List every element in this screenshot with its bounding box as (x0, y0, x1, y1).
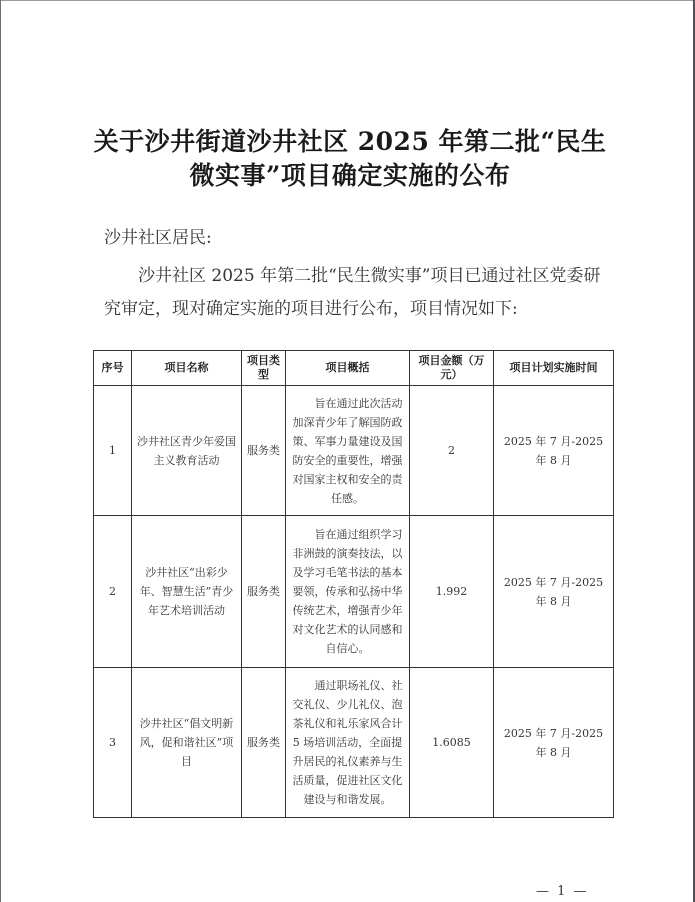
cell-summary-text: 旨在通过此次活动加深青少年了解国防政策、军事力量建设及国防安全的重要性，增强对国家主权和安全的责任感。 (292, 396, 403, 505)
cell-summary (286, 516, 410, 668)
cell-name (132, 668, 242, 818)
page-edge-left (0, 0, 1, 902)
header-name: 项目名称 (132, 351, 242, 386)
header-type: 项目类型 (242, 351, 286, 386)
header-amount: 项目金额（万元） (410, 351, 494, 386)
cell-summary (286, 668, 410, 818)
cell-type: 服务类 (242, 386, 286, 516)
title-line-1: 关于沙井街道沙井社区 2025 年第二批“民生 (93, 127, 607, 156)
cell-type: 服务类 (242, 516, 286, 668)
cell-time: 2025 年 7 月-2025 年 8 月 (494, 668, 614, 818)
cell-type: 服务类 (242, 668, 286, 818)
page-edge-top (0, 0, 695, 1)
table-row (94, 386, 614, 516)
cell-time: 2025 年 7 月-2025 年 8 月 (494, 516, 614, 668)
cell-name-text: 沙井社区“出彩少年、智慧生活”青少年艺术培训活动 (139, 566, 234, 617)
document-title (60, 125, 640, 193)
cell-amount: 2 (410, 386, 494, 516)
title-line-2: 微实事”项目确定实施的公布 (189, 161, 511, 190)
header-summary: 项目概括 (286, 351, 410, 386)
cell-amount: 1.6085 (410, 668, 494, 818)
cell-time: 2025 年 7 月-2025 年 8 月 (494, 386, 614, 516)
cell-seq: 3 (94, 668, 132, 818)
header-seq: 序号 (94, 351, 132, 386)
salutation: 沙井社区居民: (104, 228, 212, 248)
cell-seq: 1 (94, 386, 132, 516)
cell-name-text: 沙井社区青少年爱国主义教育活动 (137, 434, 236, 467)
cell-summary-text: 旨在通过组织学习非洲鼓的演奏技法，以及学习毛笔书法的基本要领，传承和弘扬中华传统艺术，增强青少年对文化艺术的认同感和自信心。 (292, 528, 403, 655)
intro-paragraph: 沙井社区 2025 年第二批“民生微实事”项目已通过社区党委研究审定，现对确定实施的项目进行公布，项目情况如下: (104, 266, 601, 319)
header-time: 项目计划实施时间 (494, 351, 614, 386)
table-row (94, 668, 614, 818)
page-number: — 1 — (536, 884, 589, 899)
cell-name (132, 516, 242, 668)
cell-name (132, 386, 242, 516)
cell-name-text: 沙井社区“倡文明新风，促和谐社区”项目 (139, 717, 234, 768)
projects-table (93, 350, 614, 818)
cell-summary (286, 386, 410, 516)
table-header-row (94, 351, 614, 386)
cell-seq: 2 (94, 516, 132, 668)
table-row (94, 516, 614, 668)
cell-amount: 1.992 (410, 516, 494, 668)
cell-summary-text: 通过职场礼仪、社交礼仪、少儿礼仪、泡茶礼仪和礼乐家风合计 5 场培训活动，全面提升居民的礼仪素养与生活质量，促进社区文化建设与和谐发展。 (292, 679, 403, 806)
